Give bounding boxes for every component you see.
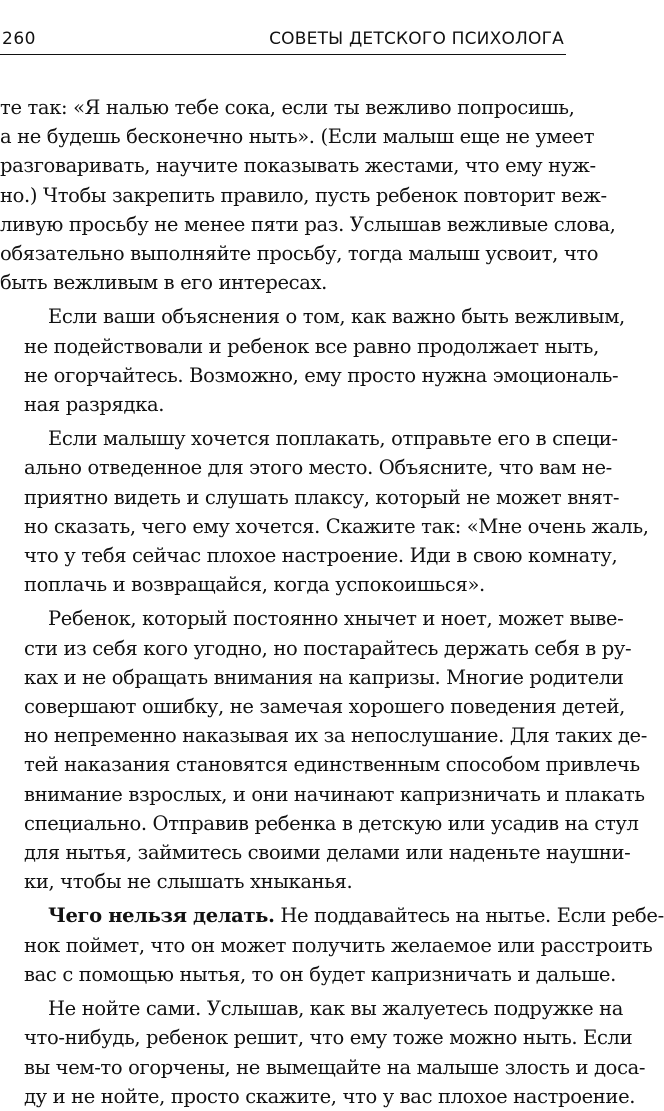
bold-lead: Чего нельзя делать. [48,904,275,928]
text-line: те так: «Я налью тебе сока, если ты вежливо попросишь, [0,96,575,119]
text-line: тей наказания становятся единственным способом привлечь [24,753,640,777]
text-line: ально отведенное для этого место. Объясните, что вам не- [24,456,612,480]
text-line: ду и не нойте, просто скажите, что у вас плохое настроение. [24,1084,636,1108]
text-line: а не будешь бесконечно ныть». (Если малыш еще не умеет [0,125,595,149]
text-line: специально. Отправив ребенка в детскую или усадив на стул [24,811,639,835]
text-line: ная разрядка. [24,393,165,417]
text-line: вас с помощью нытья, то он будет капризничать и дальше. [24,962,616,986]
text-line: но.) Чтобы закрепить правило, пусть ребенок повторит веж- [0,183,607,207]
paragraph-6 [0,994,646,1111]
body-text [0,93,664,1111]
text-line: ках и не обращать внимания на капризы. Многие родители [24,665,624,689]
text-line-rest: Не поддавайтесь на нытье. Если ребе- [274,904,664,928]
text-line: Если ваши объяснения о том, как важно быть вежливым, [48,305,625,329]
text-line: ки, чтобы не слышать хныканья. [24,870,353,894]
text-line: совершают ошибку, не замечая хорошего поведения детей, [24,695,626,719]
paragraph-4 [0,604,647,896]
text-line: для нытья, займитесь своими делами или наденьте наушни- [24,841,631,865]
text-line: что у тебя сейчас плохое настроение. Иди в свою комнату, [24,544,618,568]
text-line: Не нойте сами. Услышав, как вы жалуетесь подружке на [48,997,624,1021]
text-line: Ребенок, который постоянно хнычет и ноет, может выве- [48,607,624,631]
page-number: 260 [2,29,36,49]
text-line: поплачь и возвращайся, когда успокоишься». [24,573,485,597]
text-line: приятно видеть и слушать плаксу, который не может внят- [24,485,620,509]
text-line [0,901,664,930]
book-title: СОВЕТЫ ДЕТСКОГО ПСИХОЛОГА [269,29,564,49]
text-line: быть вежливым в его интересах. [0,271,328,295]
paragraph-1 [0,93,616,297]
text-line: но непременно наказывая их за непослушание. Для таких де- [24,724,647,748]
paragraph-3 [0,424,649,599]
text-line: обязательно выполняйте просьбу, тогда малыш усвоит, что [0,242,599,266]
text-line: но сказать, чего ему хочется. Скажите так: «Мне очень жаль, [24,514,649,538]
text-line: не подействовали и ребенок все равно продолжает ныть, [24,334,599,358]
running-head [0,24,566,55]
text-line: сти из себя кого угодно, но постарайтесь держать себя в ру- [24,636,632,660]
text-line: разговаривать, научите показывать жестами, что ему нуж- [0,154,596,178]
text-line: вы чем-то огорчены, не вымещайте на малыше злость и доса- [24,1055,646,1079]
paragraph-2 [0,302,625,419]
text-line: внимание взрослых, и они начинают капризничать и плакать [24,782,645,806]
paragraph-5 [0,901,664,989]
text-line: что-нибудь, ребенок решит, что ему тоже можно ныть. Если [24,1026,633,1050]
text-line: нок поймет, что он может получить желаемое или расстроить [24,933,653,957]
text-line: Если малышу хочется поплакать, отправьте его в специ- [48,427,618,451]
text-line: не огорчайтесь. Возможно, ему просто нужна эмоциональ- [24,363,619,387]
text-line: ливую просьбу не менее пяти раз. Услышав вежливые слова, [0,212,616,236]
